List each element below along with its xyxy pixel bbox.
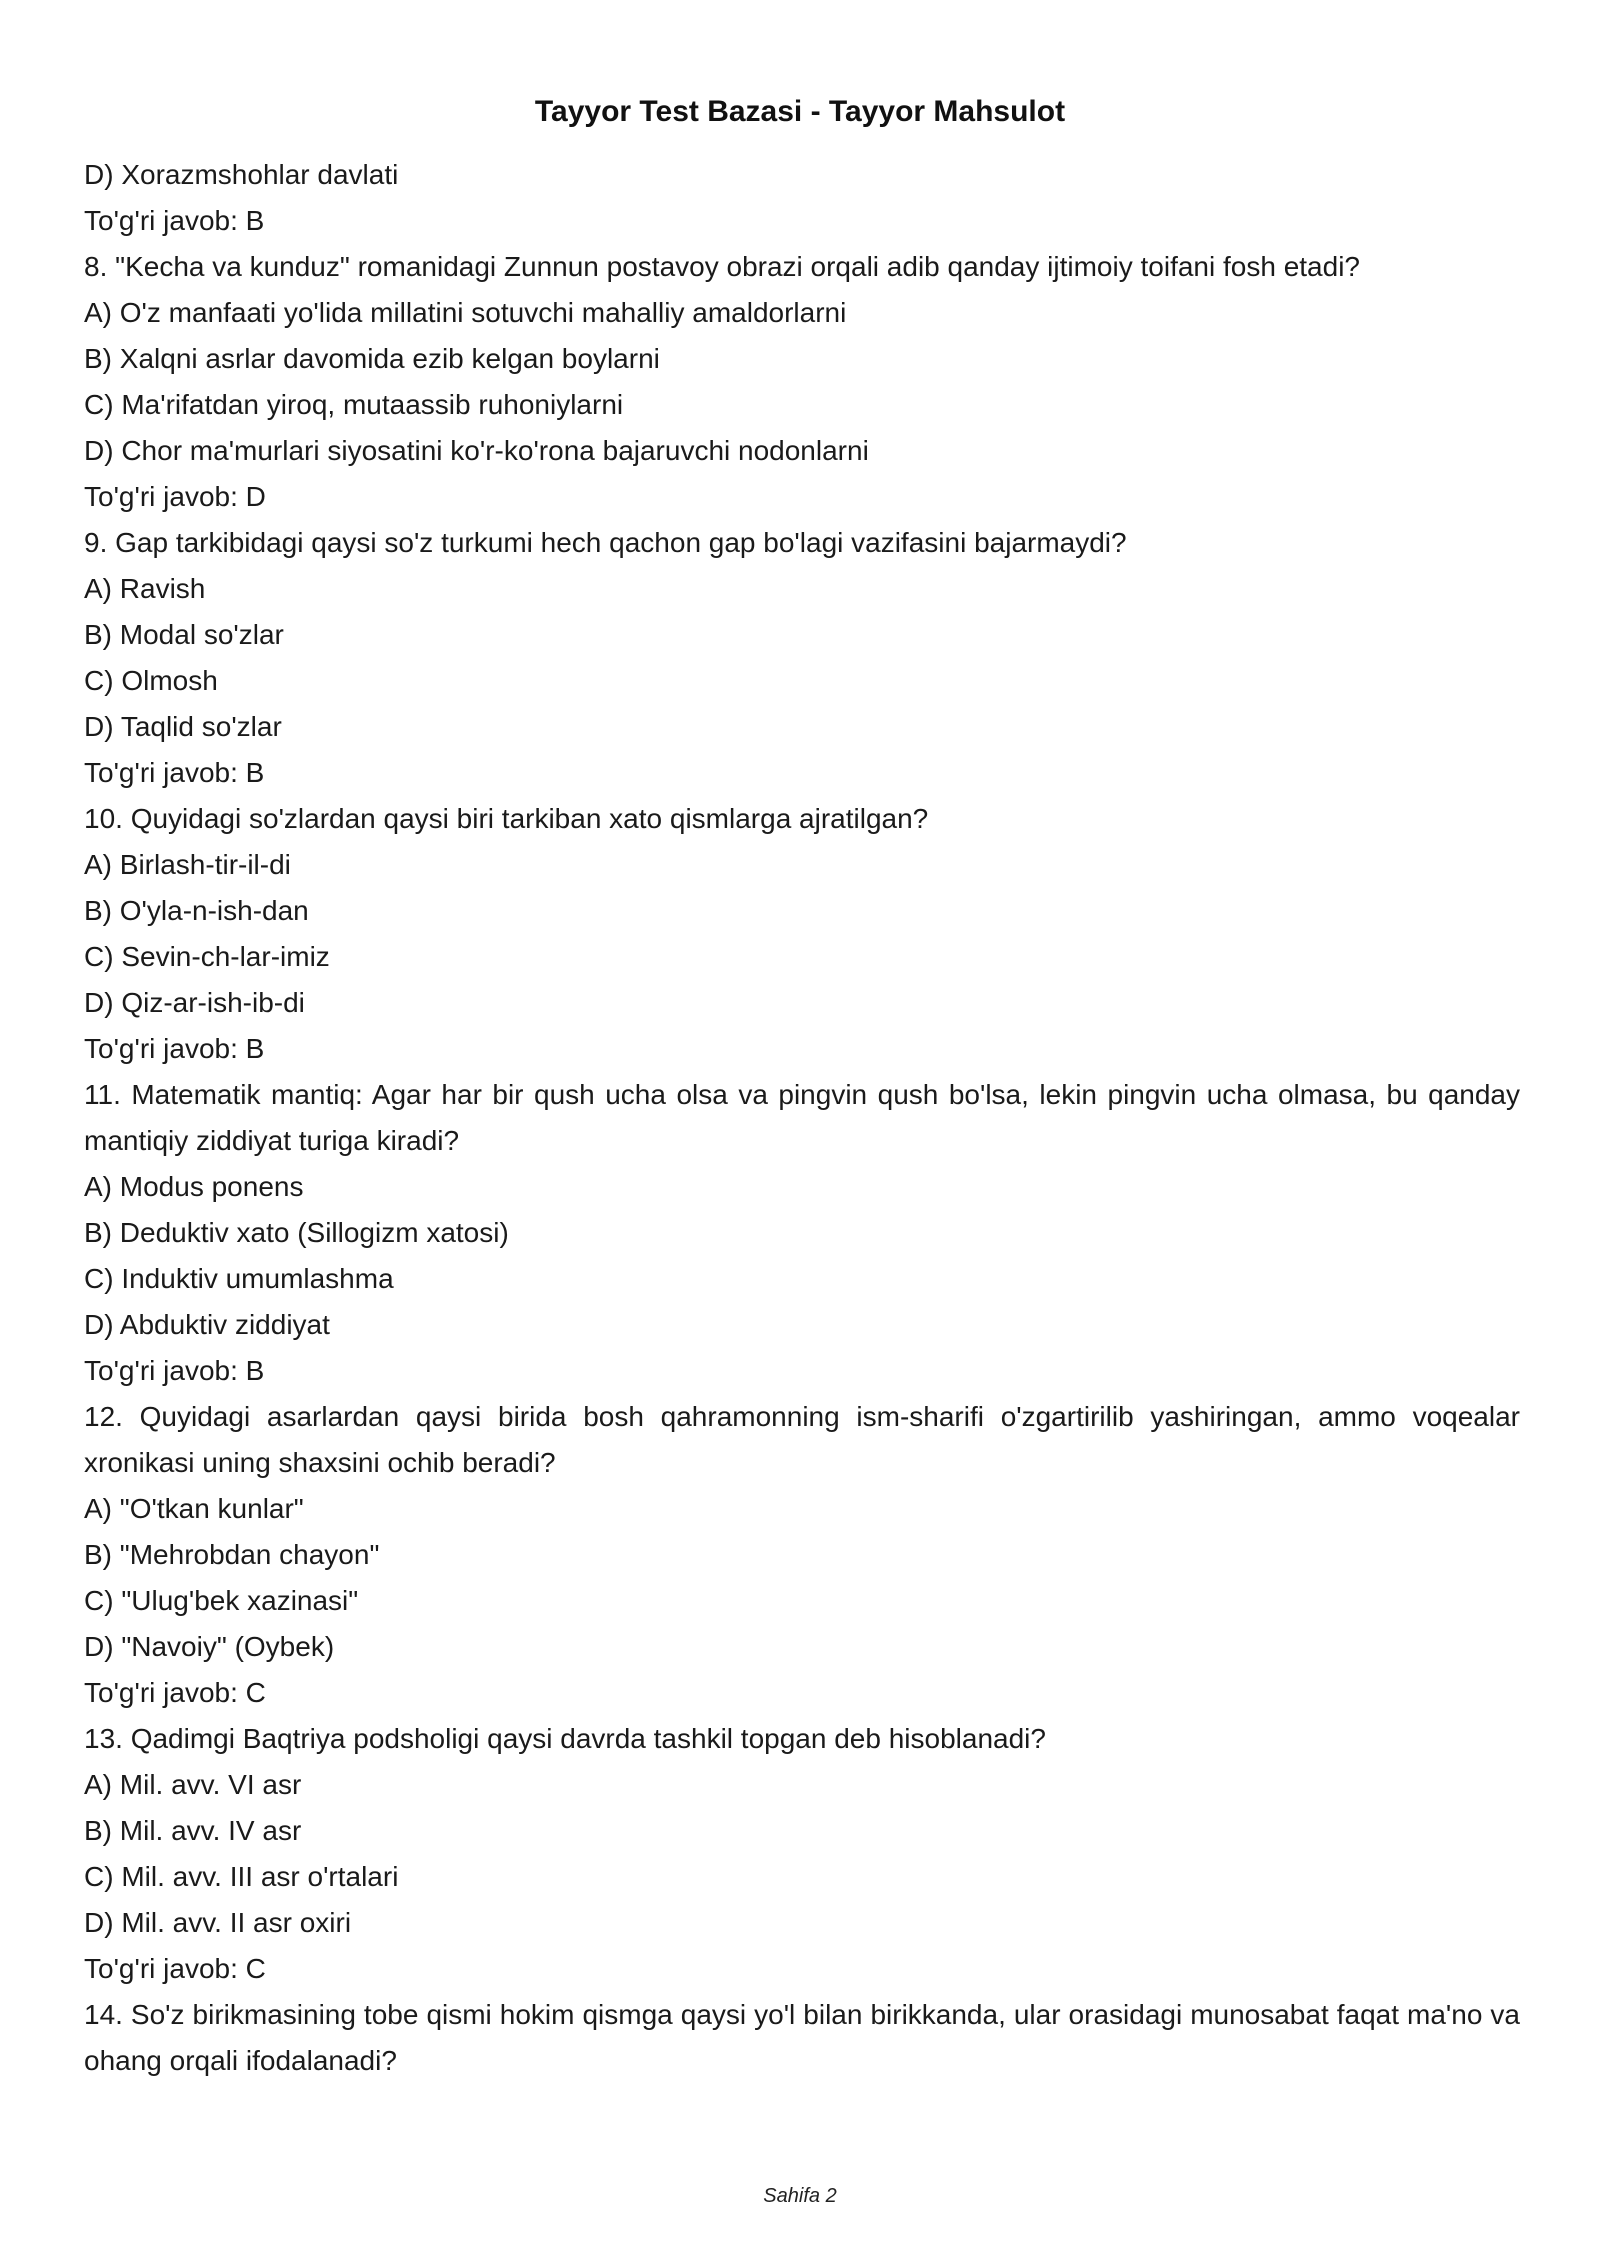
answer-line: To'g'ri javob: B bbox=[84, 1355, 265, 1386]
answer-line: To'g'ri javob: B bbox=[84, 205, 265, 236]
option-line: B) O'yla-n-ish-dan bbox=[84, 895, 309, 926]
page-number: Sahifa 2 bbox=[763, 2185, 837, 2207]
option-line: C) Ma'rifatdan yiroq, mutaassib ruhoniylarni bbox=[84, 389, 624, 420]
answer-line: To'g'ri javob: B bbox=[84, 1033, 265, 1064]
question-line: 12. Quyidagi asarlardan qaysi birida bosh qahramonning ism-sharifi o'zgartirilib yashiringan, ammo voqealar xronikasi uning shaxsini ochib beradi? bbox=[84, 1401, 1528, 1478]
option-line: A) Ravish bbox=[84, 573, 206, 604]
option-line: B) Xalqni asrlar davomida ezib kelgan boylarni bbox=[84, 343, 660, 374]
option-line: B) "Mehrobdan chayon" bbox=[84, 1539, 380, 1570]
answer-line: To'g'ri javob: C bbox=[84, 1677, 266, 1708]
option-line: D) Qiz-ar-ish-ib-di bbox=[84, 987, 305, 1018]
option-line: D) Abduktiv ziddiyat bbox=[84, 1309, 330, 1340]
option-line: D) Chor ma'murlari siyosatini ko'r-ko'rona bajaruvchi nodonlarni bbox=[84, 435, 869, 466]
question-line: 10. Quyidagi so'zlardan qaysi biri tarkiban xato qismlarga ajratilgan? bbox=[84, 803, 929, 834]
option-line: C) Olmosh bbox=[84, 665, 218, 696]
question-line: 9. Gap tarkibidagi qaysi so'z turkumi hech qachon gap bo'lagi vazifasini bajarmaydi? bbox=[84, 527, 1127, 558]
question-line: 13. Qadimgi Baqtriya podsholigi qaysi davrda tashkil topgan deb hisoblanadi? bbox=[84, 1723, 1046, 1754]
option-line: A) O'z manfaati yo'lida millatini sotuvchi mahalliy amaldorlarni bbox=[84, 297, 847, 328]
answer-line: To'g'ri javob: B bbox=[84, 757, 265, 788]
option-line: A) Birlash-tir-il-di bbox=[84, 849, 291, 880]
option-line: A) "O'tkan kunlar" bbox=[84, 1493, 304, 1524]
question-line: 8. "Kecha va kunduz" romanidagi Zunnun postavoy obrazi orqali adib qanday ijtimoiy toifani fosh etadi? bbox=[84, 251, 1360, 282]
option-line: A) Modus ponens bbox=[84, 1171, 304, 1202]
answer-line: To'g'ri javob: D bbox=[84, 481, 266, 512]
option-line: C) Sevin-ch-lar-imiz bbox=[84, 941, 330, 972]
option-line: B) Mil. avv. IV asr bbox=[84, 1815, 302, 1846]
question-line: 14. So'z birikmasining tobe qismi hokim qismga qaysi yo'l bilan birikkanda, ular orasidagi munosabat faqat ma'no va ohang orqali ifodalanadi? bbox=[84, 1999, 1528, 2076]
option-line: B) Deduktiv xato (Sillogizm xatosi) bbox=[84, 1217, 509, 1248]
option-line: C) Mil. avv. III asr o'rtalari bbox=[84, 1861, 399, 1892]
answer-line: To'g'ri javob: C bbox=[84, 1953, 266, 1984]
option-line: C) "Ulug'bek xazinasi" bbox=[84, 1585, 359, 1616]
option-line: A) Mil. avv. VI asr bbox=[84, 1769, 302, 1800]
option-line: C) Induktiv umumlashma bbox=[84, 1263, 394, 1294]
option-line: B) Modal so'zlar bbox=[84, 619, 284, 650]
option-line: D) "Navoiy" (Oybek) bbox=[84, 1631, 335, 1662]
document-body bbox=[84, 152, 1528, 2084]
page-title: Tayyor Test Bazasi - Tayyor Mahsulot bbox=[534, 95, 1066, 128]
option-line: D) Xorazmshohlar davlati bbox=[84, 159, 399, 190]
option-line: D) Taqlid so'zlar bbox=[84, 711, 282, 742]
option-line: D) Mil. avv. II asr oxiri bbox=[84, 1907, 352, 1938]
question-line: 11. Matematik mantiq: Agar har bir qush ucha olsa va pingvin qush bo'lsa, lekin pingvin ucha olmasa, bu qanday mantiqiy ziddiyat turiga kiradi? bbox=[84, 1079, 1528, 1156]
